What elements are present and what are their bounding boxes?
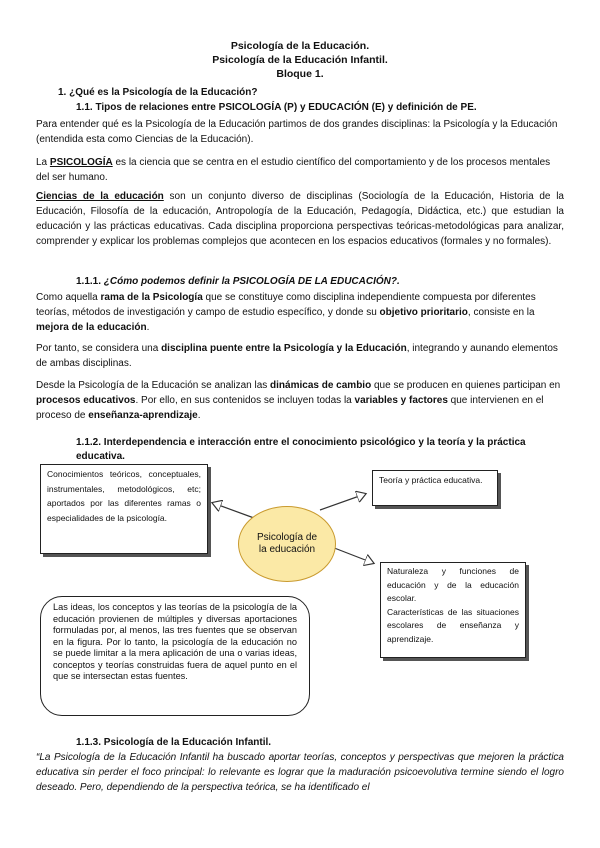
heading-text: ¿Cómo podemos definir la PSICOLOGÍA DE LA EDUCACIÓN?. (103, 276, 400, 287)
ellipse-psicologia-educacion (238, 506, 336, 582)
paragraph-dinamicas (36, 378, 564, 423)
text: La (36, 157, 50, 168)
text: Por tanto, se considera una (36, 343, 162, 354)
bold-text: disciplina puente entre la Psicología y la Educación (161, 343, 407, 354)
section-1-1-1-heading (76, 276, 400, 287)
text: que intervienen en el proceso de (36, 395, 544, 421)
term-psicologia: PSICOLOGÍA (49, 157, 113, 168)
arrow-center-to-top-right (320, 494, 365, 510)
text: . (146, 322, 150, 333)
paragraph-psicologia (36, 155, 564, 185)
paragraph-disciplina-puente (36, 341, 564, 371)
box-line: Características de las situaciones escolares de enseñanza y aprendizaje. (387, 606, 519, 644)
box-conocimientos: Conocimientos teóricos, conceptuales, instrumentales, metodológicos, etc; aportados por las diferentes ramas o especialidades de la psicología. (40, 464, 208, 554)
text: . (197, 410, 201, 421)
title-line-3: Bloque 1. (276, 68, 324, 80)
bold-text: dinámicas de cambio (270, 380, 372, 391)
bold-text: variables y factores (354, 395, 448, 406)
arrow-center-to-left (213, 503, 254, 518)
text: . Por ello, en sus contenidos se incluyen todas la (135, 395, 355, 406)
section-1-heading: 1. ¿Qué es la Psicología de la Educación? (58, 87, 258, 98)
text: son un conjunto diverso de disciplinas (Sociología de la Educación, Historia de la Educación, Filosofía de la educación, Antropología de la Educación, Pedagogía, Didáctica, etc.) que estudian la educación y las prácticas educativas. Cada disciplina proporciona perspectivas teóricas-metodológicas para analizar, comprender y explicar los problemas complejos que acontecen en los espacios educativos (formales y no formales). (36, 191, 564, 247)
term-ciencias-educacion: Ciencias de la educación (36, 191, 164, 202)
section-1-1-heading: 1.1. Tipos de relaciones entre PSICOLOGÍA (P) y EDUCACIÓN (E) y definición de PE. (76, 102, 477, 113)
heading-number: 1.1.1. (76, 276, 104, 287)
bold-text: enseñanza-aprendizaje (88, 410, 198, 421)
box-line: Naturaleza y funciones de educación y de la educación escolar. (387, 566, 519, 603)
section-1-1-3-heading: 1.1.3. Psicología de la Educación Infantil. (76, 737, 272, 748)
text: que se producen en quienes participan en (371, 380, 561, 391)
bold-text: rama de la Psicología (100, 292, 203, 303)
box-naturaleza-funciones (380, 562, 526, 658)
text: , integrando y aunando elementos de ambas disciplinas. (36, 343, 558, 369)
paragraph-definicion (36, 290, 564, 335)
quote-paragraph: “La Psicología de la Educación Infantil ha buscado aportar teorías, conceptos y perspectivas que mejoren la práctica educativa sin perder el foco principal: lo relevante es lograr que la maduración psicoevolutiva termine siendo el logro deseado. Pero, dependiendo de la perspectiva teórica, se ha identificado el (36, 752, 564, 793)
rounded-box-explicacion: Las ideas, los conceptos y las teorías de la psicología de la educación provienen de múltiples y diversas aportaciones formuladas por, al menos, las tres fuentes que se observan en la figura. Por lo tanto, la psicología de la educación no se puede limitar a la mera aplicación de una o varias ideas, conceptos y teorías construidas fuera de aquel punto en el que se intersectan estas fuentes. (40, 596, 310, 716)
text: Como aquella (36, 292, 101, 303)
box-teoria-practica: Teoría y práctica educativa. (372, 470, 498, 506)
bold-text: procesos educativos (36, 395, 136, 406)
paragraph-ciencias-educacion (36, 189, 564, 249)
title-line-2: Psicología de la Educación Infantil. (212, 54, 388, 66)
title-line-1: Psicología de la Educación. (230, 40, 370, 52)
paragraph-intro: Para entender qué es la Psicología de la Educación partimos de dos grandes disciplinas: la Psicología y la Educación (entendida esta como Ciencias de la Educación). (36, 119, 558, 145)
bold-text: mejora de la educación (36, 322, 147, 333)
section-1-1-2-heading: 1.1.2. Interdependencia e interacción entre el conocimiento psicológico y la teoría y la práctica educativa. (76, 437, 526, 462)
ellipse-label: Psicología de la educación (256, 532, 318, 555)
text: , consiste en la (467, 307, 535, 318)
text: es la ciencia que se centra en el estudio científico del comportamiento y de los procesos mentales del ser humano. (36, 157, 551, 183)
bold-text: objetivo prioritario (379, 307, 468, 318)
text: que se constituye como disciplina independiente compuesta por diferentes teorías, métodos de investigación y campo de estudio específico, y donde su (36, 292, 536, 318)
text: Desde la Psicología de la Educación se analizan las (36, 380, 271, 391)
